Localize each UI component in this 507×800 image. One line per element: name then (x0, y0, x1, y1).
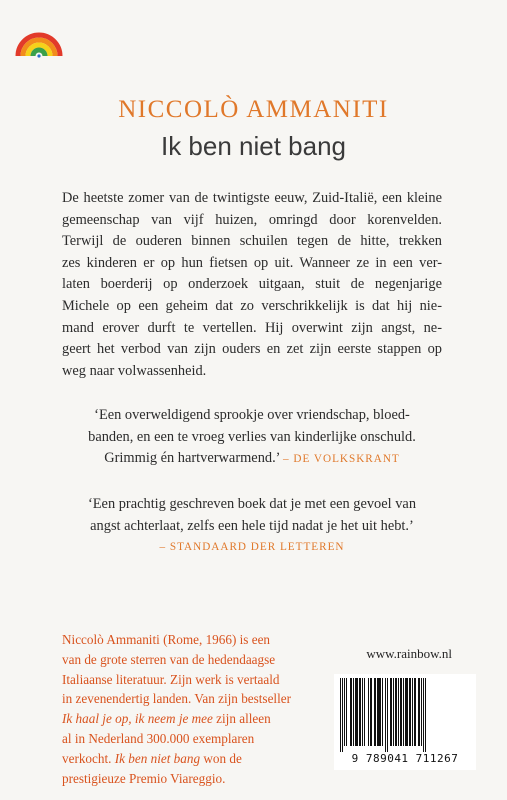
quote-text: Grimmig én hartverwarmend.’ (104, 450, 280, 467)
blurb-text (62, 188, 442, 382)
bio-text: won de (200, 750, 242, 766)
barcode-bar (414, 678, 416, 746)
barcode-bar (400, 678, 402, 746)
rainbow-icon (14, 14, 64, 58)
bio-line (62, 749, 307, 769)
bio-line: al in Nederland 300.000 exemplaren (62, 730, 255, 746)
barcode-bar (409, 678, 411, 746)
barcode-bar (350, 678, 352, 746)
barcode-bar (418, 678, 420, 746)
blurb-line: De heetste zomer van de twintigste eeuw, Zuid-Italië, een kleine (62, 190, 442, 206)
barcode-bar (412, 678, 413, 746)
blurb-line: weg naar volwassenheid. (62, 362, 207, 379)
blurb-line: zes kinderen er op hun fietsen op uit. Wanneer ze in een ver- (62, 254, 442, 271)
blurb-line: Terwijl de ouderen binnen schuilen tegen de hitte, trekken (62, 233, 442, 250)
blurb-line: geert het verbod van zijn ouders en zet zijn eerste stappen op (62, 341, 442, 358)
blurb-line: gemeenschap van vijf huizen, omringd door korenvelden. (62, 211, 442, 228)
bio-line: van de grote sterren van de hedendaagse (62, 651, 276, 667)
barcode-bar (382, 678, 383, 746)
review-quote-volkskrant (62, 405, 442, 471)
quote-line: banden, en een te vroeg verlies van kinderlijke onschuld. (88, 428, 416, 445)
barcode-bar (359, 678, 361, 746)
barcode-bar (362, 678, 363, 746)
quote-line (62, 448, 442, 471)
barcode-number: 9 789041 711267 (351, 752, 459, 765)
barcode-bar (342, 678, 343, 752)
barcode-bar (403, 678, 404, 746)
bio-book-title: Ik haal je op, ik neem je mee (62, 711, 213, 727)
barcode-bar (405, 678, 408, 746)
bio-line: prestigieuze Premio Viareggio. (62, 770, 226, 786)
barcode-bar (398, 678, 399, 746)
publisher-website[interactable]: www.rainbow.nl (366, 646, 452, 661)
barcode-bar (364, 678, 365, 746)
barcode-bar (340, 678, 341, 752)
bio-line: Niccolò Ammaniti (Rome, 1966) is een (62, 632, 271, 647)
author-name: NICCOLÒ AMMANITI (118, 96, 389, 123)
quote-line: ‘Een prachtig geschreven boek dat je met een gevoel van (87, 496, 417, 512)
quote-line: angst achterlaat, zelfs een hele tijd nadat je het uit hebt.’ (90, 517, 414, 534)
barcode-bar (425, 678, 426, 752)
barcode-bar (385, 678, 386, 752)
barcode-bar (395, 678, 397, 746)
quote-line: ‘Een overweldigend sprookje over vriendschap, bloed- (94, 407, 410, 423)
barcode-bar (379, 678, 381, 746)
barcode-bar (355, 678, 358, 746)
barcode-bar (353, 678, 354, 746)
blurb-line: mand erover durft te vertellen. Hij overwint zijn angst, ne- (62, 319, 442, 336)
barcode-bar (374, 678, 376, 746)
barcode-bar (377, 678, 379, 746)
barcode (334, 674, 476, 770)
quote-source: – DE VOLKSKRANT (283, 453, 400, 466)
bio-line: Italiaanse literatuur. Zijn werk is vertaald (62, 671, 280, 687)
barcode-bars (338, 678, 472, 752)
barcode-bar (344, 678, 345, 746)
barcode-bar (421, 678, 422, 746)
quote-source: – STANDAARD DER LETTEREN (159, 541, 345, 554)
barcode-bar (346, 678, 347, 746)
bio-line (62, 709, 307, 729)
bio-text: verkocht. (62, 750, 115, 766)
blurb-line: laten boerderij op onderzoek uitgaan, stuit de negenjarige (62, 276, 442, 293)
bio-text: zijn alleen (212, 711, 271, 727)
barcode-bar (393, 678, 394, 746)
bio-book-title: Ik ben niet bang (114, 750, 201, 766)
blurb-line: Michele op een geheim dat zo verschrikkelijk is dat hij nie- (62, 297, 442, 314)
book-title: Ik ben niet bang (160, 131, 347, 161)
author-bio (62, 630, 307, 788)
barcode-bar (370, 678, 372, 746)
barcode-bar (390, 678, 392, 746)
barcode-bar (368, 678, 369, 746)
review-quote-standaard (62, 494, 442, 559)
barcode-bar (423, 678, 424, 752)
barcode-bar (387, 678, 388, 752)
bio-line: in zevenendertig landen. Van zijn bestseller (62, 691, 291, 707)
